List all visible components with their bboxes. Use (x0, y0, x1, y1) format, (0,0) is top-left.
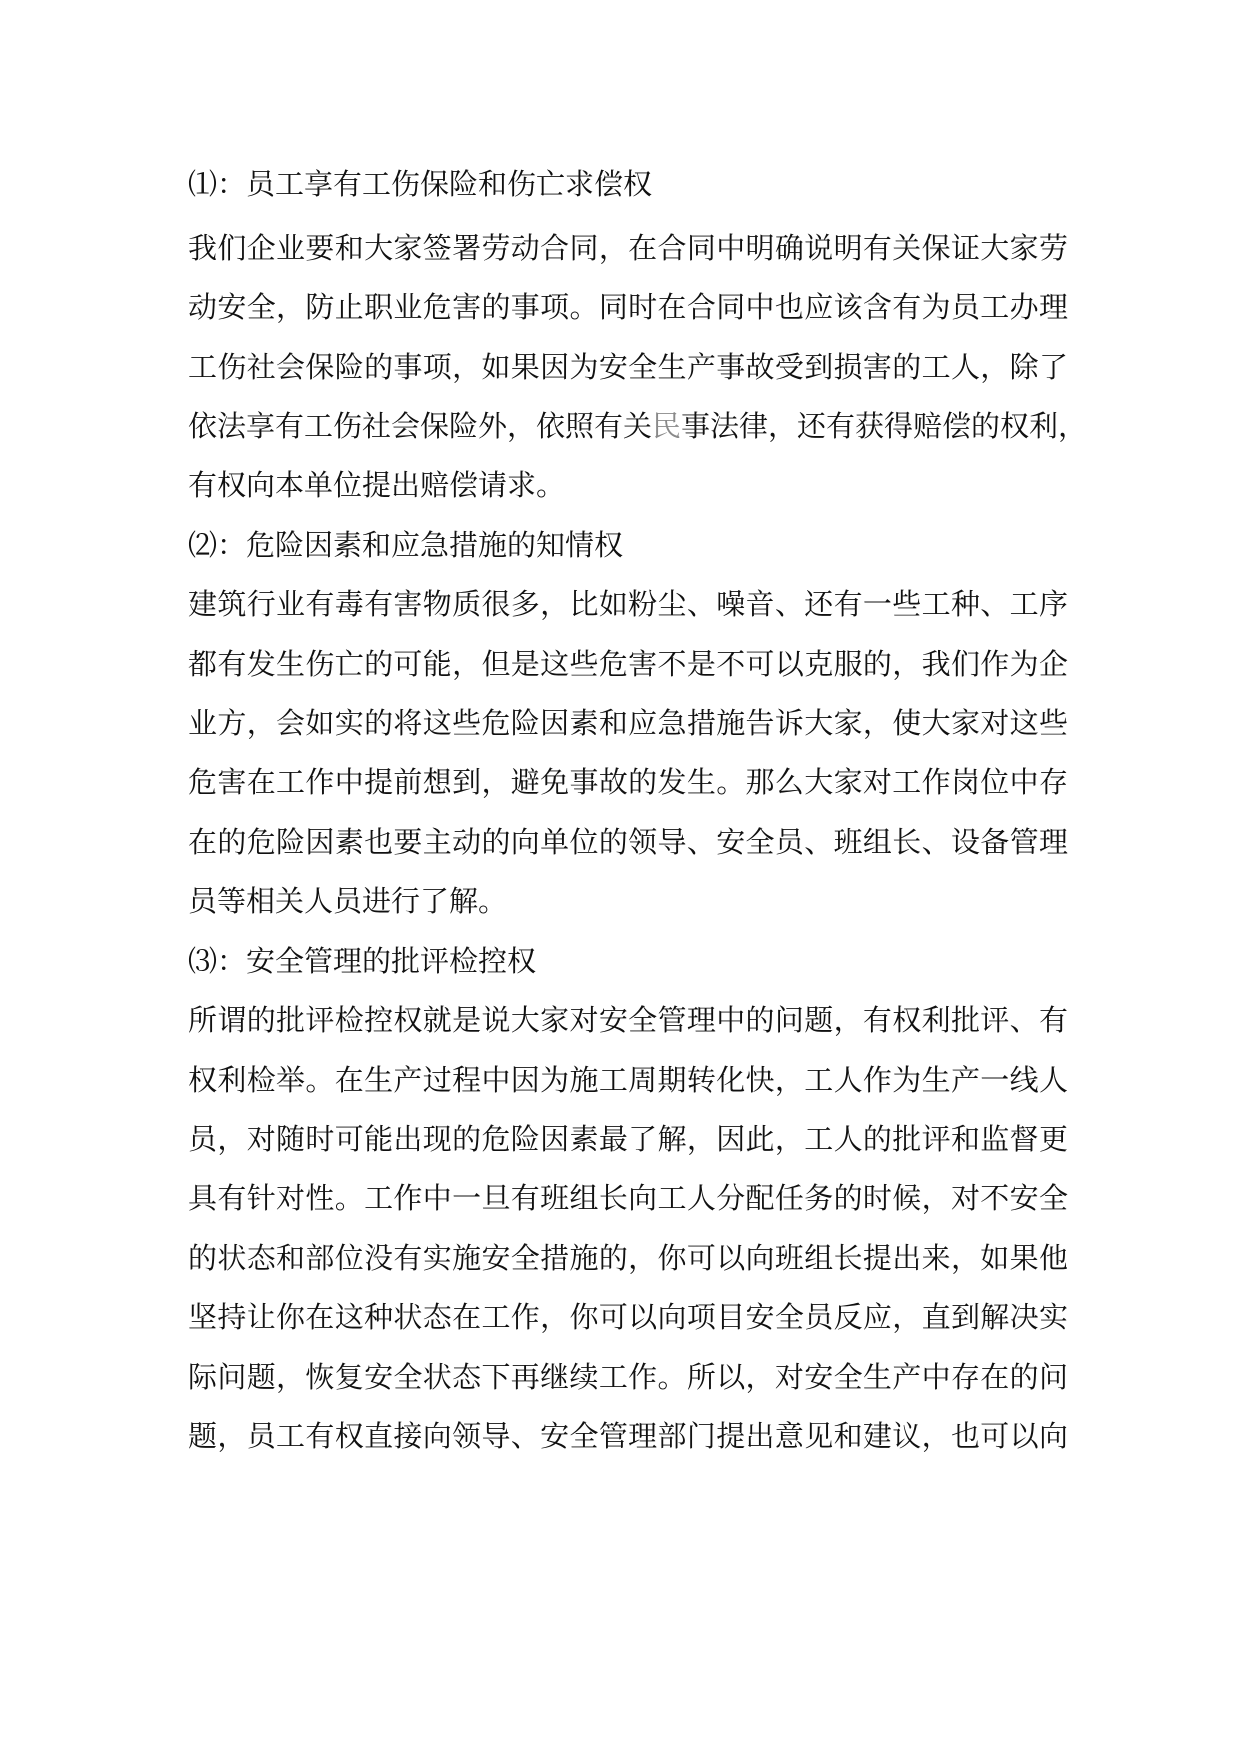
paragraph-text: 依法享有工伤社会保险外，依照有关 (188, 409, 653, 443)
paragraph-line: 坚持让你在这种状态在工作，你可以向项目安全员反应，直到解决实 (188, 1300, 1068, 1334)
faded-character: 民 (652, 409, 682, 443)
paragraph-line: 员，对随时可能出现的危险因素最了解，因此，工人的批评和监督更 (188, 1122, 1068, 1156)
paragraph-line: 在的危险因素也要主动的向单位的领导、安全员、班组长、设备管理 (188, 825, 1068, 859)
paragraph-line: 所谓的批评检控权就是说大家对安全管理中的问题，有权利批评、有 (188, 1003, 1068, 1037)
section-heading-1: ⑴：员工享有工伤保险和伤亡求偿权 (188, 167, 653, 201)
paragraph-line: 题，员工有权直接向领导、安全管理部门提出意见和建议，也可以向 (188, 1419, 1068, 1453)
paragraph-line: 权利检举。在生产过程中因为施工周期转化快，工人作为生产一线人 (188, 1063, 1068, 1097)
paragraph-line (188, 406, 1088, 446)
paragraph-line: 有权向本单位提出赔偿请求。 (188, 468, 566, 502)
section-heading-2: ⑵：危险因素和应急措施的知情权 (188, 528, 624, 562)
paragraph-line: 都有发生伤亡的可能，但是这些危害不是不可以克服的，我们作为企 (188, 647, 1068, 681)
paragraph-line: 危害在工作中提前想到，避免事故的发生。那么大家对工作岗位中存 (188, 765, 1068, 799)
paragraph-line: 的状态和部位没有实施安全措施的，你可以向班组长提出来，如果他 (188, 1241, 1068, 1275)
paragraph-line: 员等相关人员进行了解。 (188, 884, 508, 918)
paragraph-line: 建筑行业有毒有害物质很多，比如粉尘、噪音、还有一些工种、工序 (188, 587, 1068, 621)
paragraph-text: 事法律，还有获得赔偿的权利， (681, 409, 1088, 443)
paragraph-line: 际问题，恢复安全状态下再继续工作。所以，对安全生产中存在的问 (188, 1360, 1068, 1394)
paragraph-line: 我们企业要和大家签署劳动合同，在合同中明确说明有关保证大家劳 (188, 231, 1068, 265)
paragraph-line: 具有针对性。工作中一旦有班组长向工人分配任务的时候，对不安全 (188, 1181, 1068, 1215)
section-heading-3: ⑶：安全管理的批评检控权 (188, 944, 537, 978)
paragraph-line: 动安全，防止职业危害的事项。同时在合同中也应该含有为员工办理 (188, 290, 1068, 324)
paragraph-line: 工伤社会保险的事项，如果因为安全生产事故受到损害的工人，除了 (188, 350, 1068, 384)
paragraph-line: 业方，会如实的将这些危险因素和应急措施告诉大家，使大家对这些 (188, 706, 1068, 740)
